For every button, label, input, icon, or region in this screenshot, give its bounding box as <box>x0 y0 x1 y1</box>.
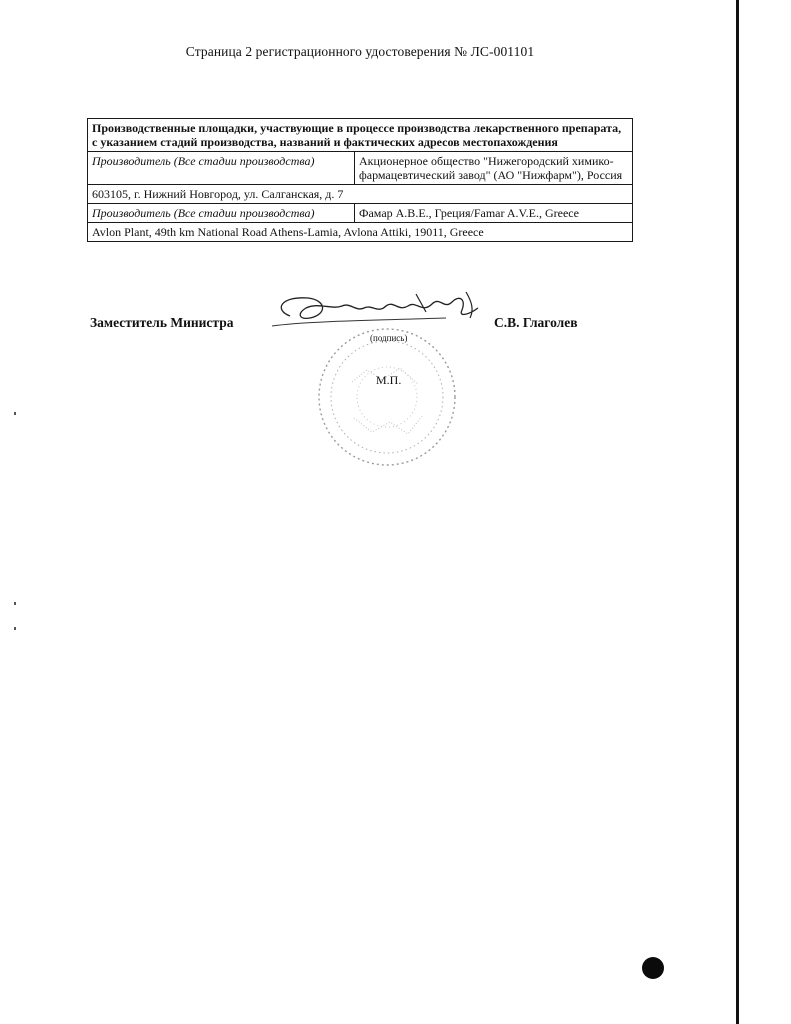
manufacturer-address: Avlon Plant, 49th km National Road Athens-Lamia, Avlona Attiki, 19011, Greece <box>88 223 633 242</box>
manufacturer-address: 603105, г. Нижний Новгород, ул. Салганская, д. 7 <box>88 185 633 204</box>
table-heading: Производственные площадки, участвующие в процессе производства лекарственного препарата, с указанием стадий производства, названий и фактических адресов местопахождения <box>88 119 633 152</box>
signatory-name: С.В. Глаголев <box>494 315 578 330</box>
table-row <box>88 152 633 185</box>
table-row <box>88 223 633 242</box>
table-row <box>88 185 633 204</box>
manufacturer-name: Фамар А.В.Е., Греция/Famar A.V.E., Greece <box>355 204 633 223</box>
official-seal-icon <box>312 322 462 472</box>
scan-tick-mark <box>14 602 16 605</box>
manufacturer-role: Производитель (Все стадии производства) <box>88 204 355 223</box>
table-row <box>88 204 633 223</box>
manufacturing-sites-table <box>87 118 633 242</box>
stamp-label: М.П. <box>376 373 402 387</box>
scan-tick-mark <box>14 627 16 630</box>
table-heading-row <box>88 119 633 152</box>
signature-caption: (подпись) <box>370 333 408 343</box>
page-header: Страница 2 регистрационного удостоверения № ЛС-001101 <box>185 44 535 59</box>
scan-tick-mark <box>14 412 16 415</box>
manufacturer-name: Акционерное общество "Нижегородский химико-фармацевтический завод" (АО "Нижфарм"), Россия <box>355 152 633 185</box>
corner-dot-mark <box>642 957 664 979</box>
scan-edge-line <box>736 0 739 1024</box>
manufacturer-role: Производитель (Все стадии производства) <box>88 152 355 185</box>
signature-icon <box>266 288 496 336</box>
signatory-title: Заместитель Министра <box>90 315 234 330</box>
